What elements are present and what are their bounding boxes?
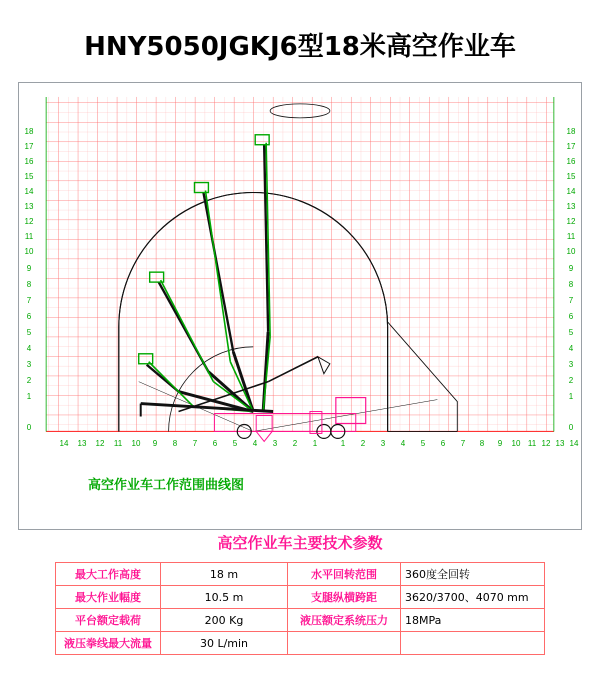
- spec-key: 平台额定载荷: [56, 609, 161, 632]
- table-row: [56, 586, 545, 609]
- spec-empty-cell: [401, 632, 545, 655]
- spec-key: 液压拳线最大流量: [56, 632, 161, 655]
- spec-value: 200 Kg: [161, 609, 288, 632]
- spec-value: 18 m: [161, 563, 288, 586]
- spec-empty-cell: [288, 632, 401, 655]
- spec-value: 18MPa: [401, 609, 545, 632]
- spec-table: [55, 562, 545, 655]
- spec-key: 最大作业幅度: [56, 586, 161, 609]
- table-row: [56, 563, 545, 586]
- spec-value: 30 L/min: [161, 632, 288, 655]
- diagram-caption: 高空作业车工作范围曲线图: [88, 478, 245, 493]
- page-title: HNY5050JGKJ6型18米高空作业车: [84, 32, 516, 62]
- spec-key: 水平回转范围: [288, 563, 401, 586]
- spec-key: 支腿纵横跨距: [288, 586, 401, 609]
- diagram-frame: 18 17 16 15 14 13 12 11 10 9 8 7 6 5 4 3 2 1 0 18 17 16 15 14 13 12 11 10 9 8 7 6 5 4 3 2 1 0 14 13 12 11 10 9 8 7 6 5 4 3 2 1 1 2 3 4 5 6 7 8 9 10 11 12 13 14: [18, 82, 582, 530]
- spec-key: 最大工作高度: [56, 563, 161, 586]
- table-row: [56, 609, 545, 632]
- table-row: [56, 632, 545, 655]
- spec-key: 液压额定系统压力: [288, 609, 401, 632]
- grid-background: [46, 97, 554, 432]
- spec-value: 360度全回转: [401, 563, 545, 586]
- spec-value: 10.5 m: [161, 586, 288, 609]
- working-range-diagram: [19, 83, 581, 529]
- spec-heading: 高空作业车主要技术参数: [217, 534, 383, 552]
- spec-value: 3620/3700、4070 mm: [401, 586, 545, 609]
